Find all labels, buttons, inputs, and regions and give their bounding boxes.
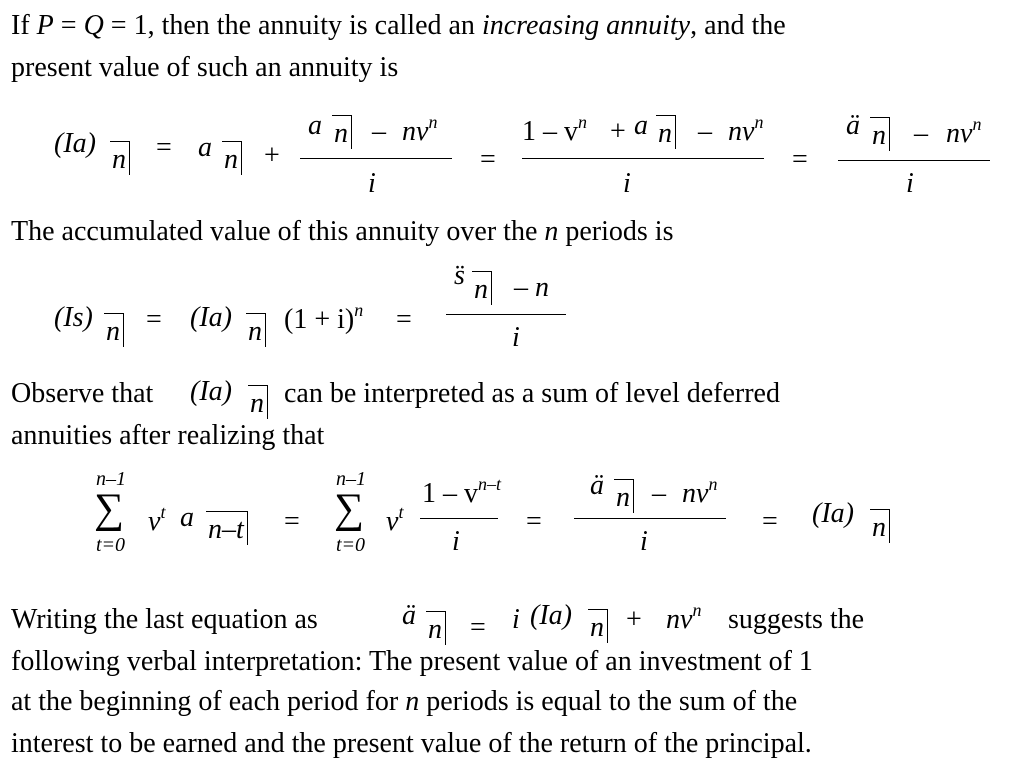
exp-n: n: [754, 112, 764, 132]
sentence-4-part-1: Writing the last equation as: [11, 604, 318, 635]
angle-n: n: [614, 479, 634, 513]
angle-n: n: [870, 117, 890, 151]
equals: =: [480, 144, 496, 175]
minus-n: – n: [514, 272, 549, 303]
ia-symbol: (Ia): [54, 128, 96, 159]
one-minus-v: 1 – v: [422, 478, 478, 509]
a-double-dot: ä: [402, 600, 416, 631]
plus: +: [626, 604, 642, 635]
intro-line-2: present value of such an annuity is: [11, 52, 399, 83]
i: i: [368, 168, 376, 199]
a-double-dot: ä: [846, 110, 860, 141]
minus: –: [372, 116, 386, 147]
fraction-bar: [574, 518, 726, 519]
equals: =: [470, 612, 486, 643]
nv: nv: [402, 116, 429, 147]
exp-n: n: [708, 474, 718, 494]
angle-n: n: [246, 313, 266, 347]
v: v: [386, 506, 399, 537]
sum-symbol: ∑: [334, 486, 364, 532]
nv: nv: [666, 604, 693, 635]
intro-line-1: [11, 12, 786, 40]
ia-symbol: (Ia): [812, 498, 854, 529]
angle-n: n: [110, 141, 130, 175]
equals: =: [762, 506, 778, 537]
angle-n: n: [332, 115, 352, 149]
sentence-3-line-2: annuities after realizing that: [11, 420, 325, 451]
var-n: n: [405, 686, 420, 717]
sum-lower: t=0: [336, 534, 366, 556]
angle-n: n: [104, 313, 124, 347]
nv: nv: [682, 478, 709, 509]
a: a: [308, 110, 322, 141]
ia-symbol: (Ia): [530, 600, 572, 631]
one-minus-v: 1 – v: [522, 116, 578, 147]
exp-n: n: [578, 112, 587, 132]
fraction-bar: [420, 518, 498, 519]
exp-n: n: [428, 112, 438, 132]
fraction-bar: [838, 160, 990, 161]
sum-upper: n–1: [336, 468, 366, 490]
ia-symbol: (Ia): [190, 376, 232, 407]
text: periods is: [558, 216, 674, 247]
equals: =: [792, 144, 808, 175]
text: =: [53, 10, 84, 41]
plus: +: [610, 116, 626, 147]
text: at the beginning of each period for: [11, 686, 406, 717]
angle-n: n: [588, 609, 608, 643]
i: i: [452, 526, 460, 557]
exp-n: n: [692, 600, 702, 620]
i: i: [512, 322, 520, 353]
fraction-bar: [522, 158, 764, 159]
equals: =: [146, 304, 162, 335]
i: i: [512, 604, 520, 635]
equals: =: [156, 132, 172, 163]
angle-n: n: [870, 509, 890, 543]
text: If: [11, 10, 37, 41]
i: i: [906, 168, 914, 199]
sentence-3-part-2: can be interpreted as a sum of level deferred: [284, 378, 780, 409]
exp-t: t: [398, 502, 404, 522]
sum-upper: n–1: [96, 468, 126, 490]
text: = 1, then the annuity is called an: [103, 10, 482, 41]
text: The accumulated value of this annuity over the: [11, 216, 545, 247]
var-p: P: [36, 10, 54, 41]
angle-n: n: [656, 115, 676, 149]
sentence-4-line-2: following verbal interpretation: The present value of an investment of 1: [11, 646, 813, 677]
sum-lower: t=0: [96, 534, 126, 556]
angle-n: n: [222, 141, 242, 175]
is-symbol: (Is): [54, 302, 93, 333]
minus: –: [652, 478, 666, 509]
exp-n: n: [354, 300, 364, 320]
a: a: [180, 502, 194, 533]
fraction-bar: [300, 158, 452, 159]
minus: –: [914, 118, 928, 149]
nv: nv: [946, 118, 973, 149]
equals: =: [284, 506, 300, 537]
nv: nv: [728, 116, 755, 147]
equals: =: [526, 506, 542, 537]
a: a: [198, 132, 212, 163]
sentence-4-line-3: [11, 688, 797, 716]
fraction-bar: [446, 314, 566, 315]
equals: =: [396, 304, 412, 335]
plus: +: [264, 140, 280, 171]
v: v: [148, 506, 161, 537]
i: i: [623, 168, 631, 199]
text: , and the: [690, 10, 786, 41]
var-q: Q: [83, 10, 104, 41]
var-n: n: [544, 216, 559, 247]
sentence-4-line-4: interest to be earned and the present value of the return of the principal.: [11, 728, 812, 759]
term-increasing-annuity: increasing annuity: [481, 10, 691, 41]
sentence-4-part-2: suggests the: [728, 604, 865, 635]
one-plus-i: (1 + i): [284, 304, 355, 335]
ia-symbol: (Ia): [190, 302, 232, 333]
a-double-dot: ä: [590, 470, 604, 501]
exp-n-minus-t: n–t: [478, 474, 502, 494]
s-double-dot: s̈: [454, 260, 465, 291]
a: a: [634, 110, 648, 141]
exp-t: t: [160, 502, 166, 522]
angle-n: n: [472, 271, 492, 305]
sum-symbol: ∑: [94, 486, 124, 532]
sentence-3-part-1: Observe that: [11, 378, 154, 409]
angle-n: n: [248, 385, 268, 419]
sentence-2: [11, 218, 673, 246]
i: i: [640, 526, 648, 557]
minus: –: [698, 116, 712, 147]
angle-n: n: [426, 611, 446, 645]
text: periods is equal to the sum of the: [419, 686, 798, 717]
angle-n-minus-t: n–t: [206, 511, 248, 545]
exp-n: n: [972, 114, 982, 134]
